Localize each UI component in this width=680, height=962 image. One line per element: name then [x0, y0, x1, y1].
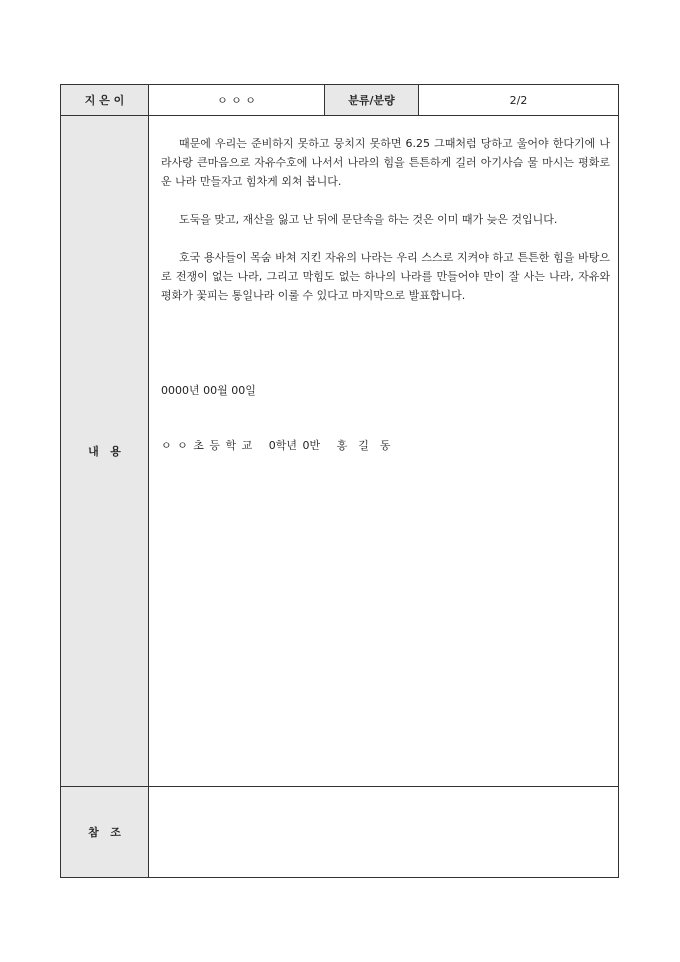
paragraph-3: 호국 용사들이 목숨 바쳐 지킨 자유의 나라는 우리 스스로 지켜야 하고 튼튼한 힘을 바탕으로 전쟁이 없는 나라, 그리고 막힘도 없는 하나의 나라를 만들어야 만이 잘 사는 나라, 자유와 평화가 꽃피는 통일나라 이룰 수 있다고 마지막으로 발표합니다. [161, 251, 610, 302]
author-value: ㅇ ㅇ ㅇ [149, 85, 325, 116]
category-label: 분류/분량 [325, 85, 419, 116]
signature-line: ㅇ ㅇ 초 등 학 교 0학년 0반 홍 길 동 [161, 439, 391, 452]
document-form-table [60, 84, 619, 878]
reference-label: 참 조 [61, 787, 149, 878]
date-line: 0000년 00월 00일 [161, 384, 256, 397]
content-label: 내 용 [61, 116, 149, 787]
reference-row [61, 787, 619, 878]
paragraph-2: 도둑을 맞고, 재산을 잃고 난 뒤에 문단속을 하는 것은 이미 때가 늦은 것입니다. [179, 213, 558, 226]
paragraph-1: 때문에 우리는 준비하지 못하고 뭉치지 못하면 6.25 그때처럼 당하고 울어야 한다기에 나라사랑 큰마음으로 자유수호에 나서서 나라의 힘을 튼튼하게 길러 아기사슴 물 마시는 평화로운 나라 만들자고 힘차게 외쳐 봅니다. [161, 137, 610, 188]
header-row [61, 85, 619, 116]
content-row [61, 116, 619, 787]
content-cell [149, 116, 619, 787]
author-label: 지 은 이 [61, 85, 149, 116]
reference-value [149, 787, 619, 878]
category-value: 2/2 [419, 85, 619, 116]
content-body [149, 116, 618, 455]
